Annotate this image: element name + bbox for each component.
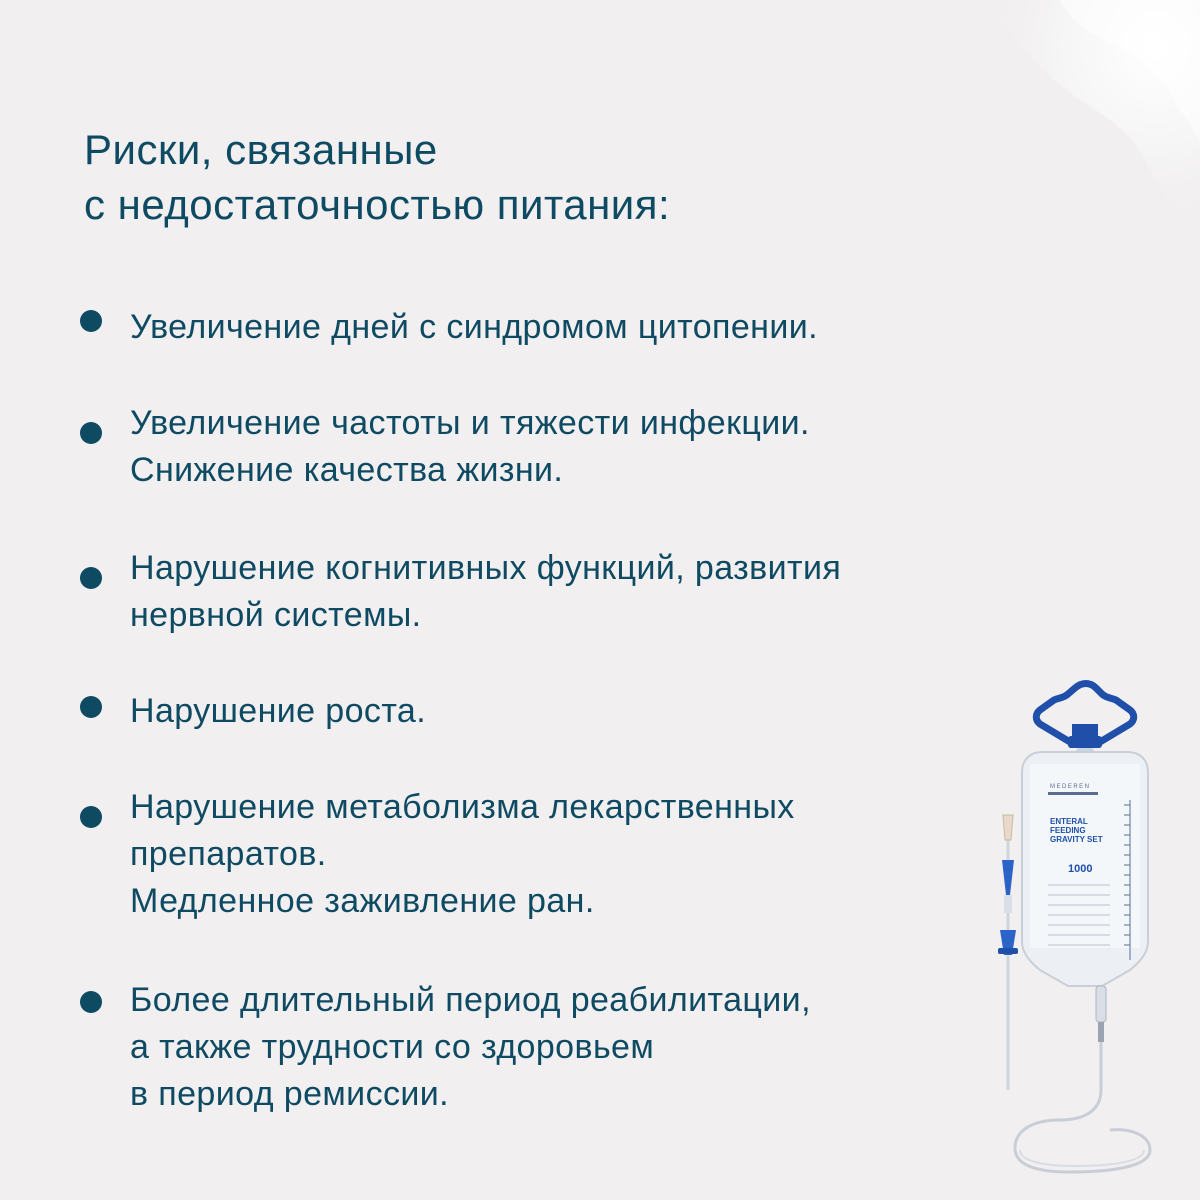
list-item-text: Нарушение когнитивных функций, развития нервной системы. xyxy=(130,549,842,634)
bag-label-line-1: ENTERAL xyxy=(1050,817,1088,826)
bag-label-line-3: GRAVITY SET xyxy=(1050,835,1103,844)
bullet-dot-icon xyxy=(80,696,102,718)
list-item-text: Увеличение дней с синдромом цитопении. xyxy=(130,308,818,346)
bullet-dot-icon xyxy=(80,422,102,444)
list-item-text: Нарушение метаболизма лекарственных препаратов. Медленное заживление ран. xyxy=(130,788,795,920)
feeding-bag-image xyxy=(990,680,1170,1185)
list-item-text: Увеличение частоты и тяжести инфекции. Снижение качества жизни. xyxy=(130,404,810,489)
title-line-1: Риски, связанные xyxy=(84,126,438,173)
bullet-dot-icon xyxy=(80,567,102,589)
list-item-text: Нарушение роста. xyxy=(130,692,427,730)
bag-label-line-2: FEEDING xyxy=(1050,826,1086,835)
title-line-2: с недостаточностью питания: xyxy=(84,181,671,228)
bag-volume: 1000 xyxy=(1068,863,1093,875)
bullet-dot-icon xyxy=(80,991,102,1013)
bullet-dot-icon xyxy=(80,806,102,828)
bullet-dot-icon xyxy=(80,310,102,332)
list-item-text: Более длительный период реабилитации, а также трудности со здоровьем в период ремиссии. xyxy=(130,981,811,1113)
bag-brand: MEDEREN xyxy=(1050,784,1091,790)
